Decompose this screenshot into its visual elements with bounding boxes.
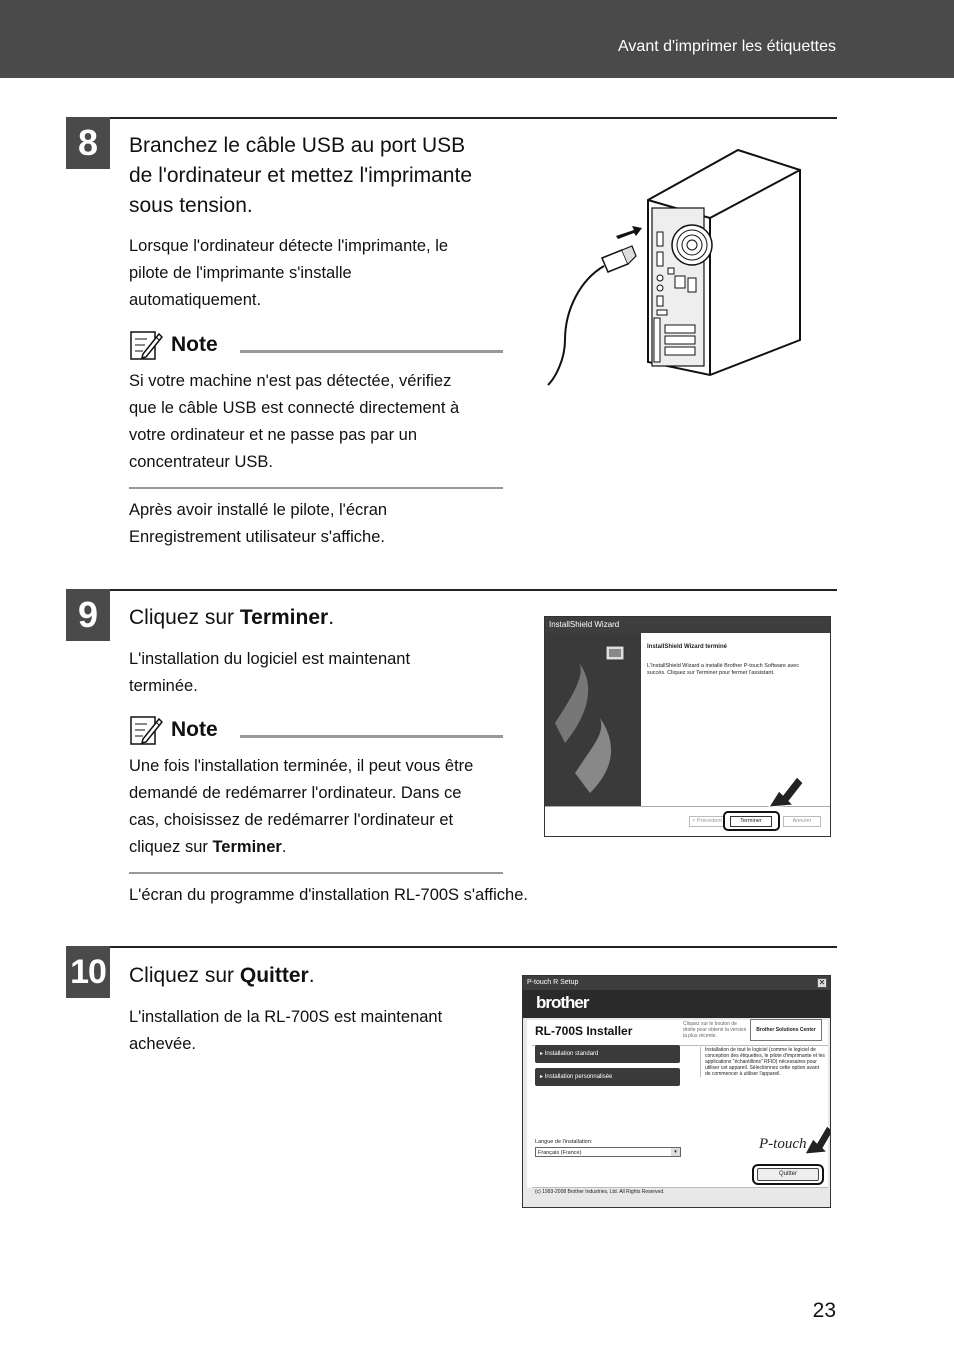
wizard-panel-text: L'InstallShield Wizard a installé Brother P-touch Software avec succès. Cliquez sur Terminer pour fermer l'assistant.	[647, 663, 800, 676]
chevron-down-icon: ▾	[671, 1148, 680, 1156]
step-9-body: L'installation du logiciel est maintenant terminée.	[129, 650, 411, 695]
installer-title: RL-700S Installer	[535, 1024, 633, 1038]
play-icon: ▸	[540, 1051, 545, 1057]
update-hint-text: Cliquez sur le bouton de droite pour obtenir la version la plus récente.	[683, 1021, 747, 1039]
step-10-rule	[66, 946, 837, 948]
brother-logo: brother	[536, 993, 589, 1012]
note-pencil-icon	[129, 329, 163, 361]
close-icon[interactable]: ✕	[818, 978, 826, 987]
installshield-window	[544, 616, 831, 837]
language-label: Langue de l'installation:	[535, 1139, 593, 1145]
step-9-note-text: Une fois l'installation terminée, il peut vous être demandé de redémarrer l'ordinateur. Dans ce cas, choisissez de redémarrer l'ordinateur et cliquez sur Terminer.	[129, 757, 474, 856]
note-end-divider	[129, 487, 503, 489]
note-pencil-icon	[129, 714, 163, 746]
footer-divider	[532, 1187, 828, 1188]
page-number: 23	[812, 1299, 836, 1322]
note-divider	[240, 350, 503, 353]
section-title: Avant d'imprimer les étiquettes	[618, 38, 836, 55]
step-8-note-text: Si votre machine n'est pas détectée, vérifiez que le câble USB est connecté directement à votre ordinateur et ne passe pas par un concentrateur USB.	[129, 372, 460, 471]
wizard-side-graphic	[545, 633, 641, 806]
step-8-rule	[66, 117, 837, 119]
step-10-heading: Cliquez sur Quitter.	[129, 964, 315, 987]
note-end-divider	[129, 872, 503, 874]
install-computer-icon	[605, 645, 625, 663]
page-header	[0, 0, 954, 78]
play-icon: ▸	[540, 1074, 545, 1080]
cancel-button[interactable]: Annuler	[783, 816, 821, 827]
install-description: Installation de tout le logiciel (comme le logiciel de conception des étiquettes, le pilote d'imprimante et les applications "échantillons" RFID) nécessaires pour utiliser cet appareil. Sélectionnez cette option avant de commencer à utiliser l'appareil.	[700, 1047, 825, 1077]
note-label: Note	[171, 333, 218, 356]
step-9-note-header	[129, 714, 503, 748]
step-9-badge: 9	[66, 589, 110, 641]
step-8-badge: 8	[66, 117, 110, 169]
wizard-swoosh-graphic	[545, 633, 641, 806]
pc-tower-usb-illustration	[540, 140, 810, 395]
step-9-after-text: L'écran du programme d'installation RL-700S s'affiche.	[129, 886, 528, 904]
step-9-rule	[66, 589, 837, 591]
finish-button[interactable]: Terminer	[730, 816, 772, 827]
pointer-arrow-icon	[803, 1124, 831, 1156]
step-8-after-text: Après avoir installé le pilote, l'écran Enregistrement utilisateur s'affiche.	[129, 501, 388, 546]
pointer-arrow-icon	[767, 775, 805, 809]
ptouch-logo: P-touch	[759, 1136, 807, 1152]
solutions-center-button[interactable]: Brother Solutions Center	[750, 1019, 822, 1041]
wizard-panel-title: InstallShield Wizard terminé	[647, 644, 727, 650]
step-8-note-header	[129, 329, 503, 363]
back-button[interactable]: < Précédent	[689, 816, 725, 827]
ptouch-setup-window	[522, 975, 831, 1208]
window-title: InstallShield Wizard	[545, 617, 830, 633]
standard-install-button[interactable]: ▸ Installation standard	[535, 1045, 680, 1063]
quit-button[interactable]: Quitter	[757, 1168, 819, 1181]
step-8-body: Lorsque l'ordinateur détecte l'imprimante, le pilote de l'imprimante s'installe automatiquement.	[129, 237, 449, 309]
copyright-text: (c) 1993-2008 Brother Industries, Ltd. All Rights Reserved.	[535, 1189, 665, 1195]
language-select[interactable]: Français (France) ▾	[535, 1147, 681, 1157]
brand-banner	[523, 990, 831, 1018]
step-10-badge: 10	[66, 946, 110, 998]
step-10-body: L'installation de la RL-700S est maintenant achevée.	[129, 1008, 443, 1053]
note-label: Note	[171, 718, 218, 741]
custom-install-button[interactable]: ▸ Installation personnalisée	[535, 1068, 680, 1086]
step-8-heading: Branchez le câble USB au port USB de l'ordinateur et mettez l'imprimante sous tension.	[129, 134, 473, 217]
step-9-heading: Cliquez sur Terminer.	[129, 606, 335, 629]
window-title: P-touch R Setup	[523, 976, 830, 990]
note-divider	[240, 735, 503, 738]
